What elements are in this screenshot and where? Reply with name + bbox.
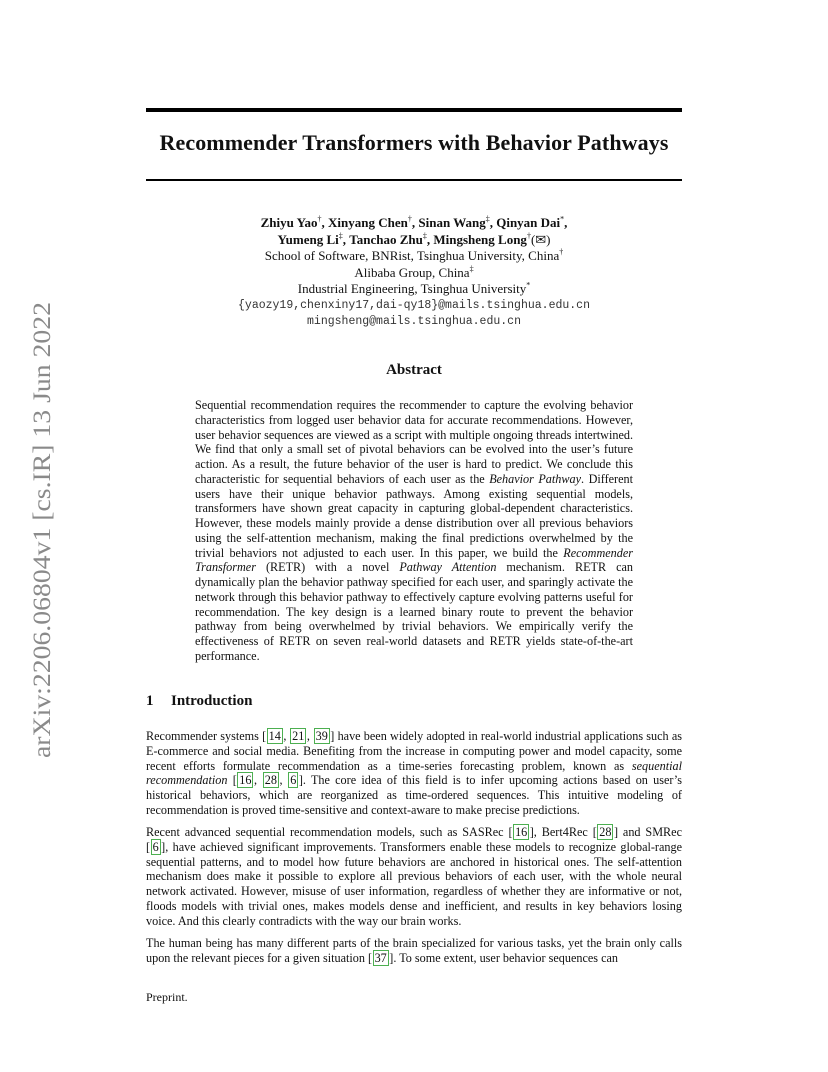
citation-link[interactable]: 6 xyxy=(152,839,159,854)
arxiv-side-stamp xyxy=(24,300,60,760)
author-sep: , xyxy=(411,215,416,230)
author-name: Tanchao Zhu xyxy=(349,231,423,247)
para-text: ]. The core idea of this field is to infer upcoming actions based on user’s historical behaviors, which are reorganized as time-ordered sequences. This intuitive modeling of recommendation is proved time-sensitive and context-aware to make precise predictions. xyxy=(146,773,683,817)
intro-paragraph-1: Recommender systems [ 14 , 21 , 39 ] have been widely adopted in real-world industrial applications such as E-commerce and social media. Benefiting from the increase in computing power and model capacity, some recent efforts formulate recommendation as a time-series forecasting problem, known as sequential recommendation [ 16 , 28 , 6 ]. The core idea of this field is to infer upcoming actions based on user’s historical behaviors, which are reorganized as time-ordered sequences. This intuitive modeling of recommendation is proved time-sensitive and context-aware to make precise predictions. xyxy=(146,729,683,817)
affil-mark: * xyxy=(560,214,565,224)
section-heading-introduction xyxy=(146,693,252,710)
author-sep: , xyxy=(426,231,431,247)
citation-link[interactable]: 16 xyxy=(515,825,528,839)
abstract-text: . Different users have their unique behavior pathways. Among existing sequential models, transformers have shown great capacity in capturing global-dependent characteristics. However, these models mainly provide a dense distribution over all previous behaviors using the self-attention mechanism, making the final predictions overwhelmed by the trivial behaviors not adjusted to each user. In this paper, we build the xyxy=(195,471,634,560)
affil-mark: * xyxy=(526,280,531,290)
para-text: ], have achieved significant improvements. Transformers enable these models to recognize global-range sequential patterns, and to model how future behaviors are anchored in historical ones. The self-attention mechanism does make it possible to explore all previous behaviors of each user, with the whole neural network activated. However, misuse of user information, regardless of whether they are informative or not, floods models with trivial ones, makes models dense and inefficient, and results in key behaviors losing voice. And this clearly contradicts with the way our brain works. xyxy=(146,839,682,928)
affil-mark: † xyxy=(559,247,564,257)
intro-paragraph-3 xyxy=(146,936,682,966)
email-2: mingsheng@mails.tsinghua.edu.cn xyxy=(307,315,521,328)
affiliation-3 xyxy=(146,281,682,298)
corresponding-mark: (✉) xyxy=(530,231,551,247)
author-sep: , xyxy=(321,215,325,230)
affil-mark: † xyxy=(407,214,412,224)
para-text: Recent advanced sequential recommendation models, such as SASRec [ xyxy=(146,825,513,839)
author-sep: , xyxy=(564,215,568,230)
abstract-emph: Behavior Pathway xyxy=(489,471,582,486)
title-top-rule xyxy=(146,108,682,112)
arxiv-stamp-text: arXiv:2206.06804v1 [cs.IR] 13 Jun 2022 xyxy=(29,346,56,758)
affiliation-text: Alibaba Group, China xyxy=(354,264,470,280)
affil-mark: ‡ xyxy=(338,231,343,241)
para-text: ] and SMRec [ xyxy=(146,825,682,854)
para-text: The human being has many different parts of the brain specialized for various tasks, yet the brain only calls upon the relevant pieces for a given situation [ xyxy=(146,936,682,965)
intro-paragraph-2 xyxy=(146,825,682,928)
citation-link[interactable]: 28 xyxy=(599,825,612,839)
author-block xyxy=(146,215,682,331)
author-sep: , xyxy=(489,215,493,230)
abstract-heading: Abstract xyxy=(386,362,442,378)
author-name: Xinyang Chen xyxy=(328,215,408,230)
footer-note: Preprint. xyxy=(146,990,188,1004)
affiliation-2 xyxy=(146,265,682,282)
author-sep: , xyxy=(342,231,347,247)
abstract-text: Sequential recommendation requires the recommender to capture the evolving behavior characteristics from logged user behavior data for accurate recommendations. However, user behavior sequences are viewed as a script with multiple ongoing threads intertwined. We find that only a small set of pivotal behaviors can be evolved into the user’s future action. As a result, the future behavior of the user is hard to predict. We conclude this characteristic for sequential behaviors of each user as the xyxy=(195,398,633,486)
abstract-body xyxy=(195,398,633,664)
author-line-2 xyxy=(146,232,682,249)
para-text: [ xyxy=(227,773,237,788)
affil-mark: ‡ xyxy=(422,231,427,241)
citation-link[interactable]: 39 xyxy=(315,729,328,743)
abstract-emph: Recommender Transformer xyxy=(195,545,633,575)
affil-mark: † xyxy=(526,231,531,241)
abstract-text: (RETR) with a novel xyxy=(255,560,400,575)
para-emph: sequential recommendation xyxy=(146,758,682,788)
affil-mark: † xyxy=(317,214,322,224)
citation-link[interactable]: 37 xyxy=(374,950,387,965)
title-bottom-rule xyxy=(146,179,682,181)
abstract-emph: Pathway Attention xyxy=(399,560,497,575)
citation-link[interactable]: 21 xyxy=(292,729,305,743)
para-text: ], Bert4Rec [ xyxy=(529,825,597,839)
affiliation-text: School of Software, BNRist, Tsinghua University, China xyxy=(264,248,560,263)
arxiv-stamp-svg xyxy=(24,300,60,760)
section-number: 1 xyxy=(146,693,154,709)
email-1: {yaozy19,chenxiny17,dai-qy18}@mails.tsinghua.edu.cn xyxy=(238,298,590,312)
abstract-text: mechanism. RETR can dynamically plan the behavior pathway specified for each user, and sparingly activate the network through this behavior pathway to effectively capture evolving patterns useful for recommendation. The key design is a learned binary route to prevent the behavior pathway from being overwhelmed by trivial behaviors. We empirically verify the effectiveness of RETR on seven real-world datasets and RETR yields state-of-the-art performance. xyxy=(195,560,633,663)
citation-link[interactable]: 16 xyxy=(239,773,252,788)
author-name: Qinyan Dai xyxy=(496,215,561,230)
author-name: Sinan Wang xyxy=(418,215,486,230)
affil-mark: ‡ xyxy=(485,214,490,224)
author-name: Zhiyu Yao xyxy=(260,215,318,230)
para-text: ] have been widely adopted in real-world industrial applications such as E-commerce and social media. Benefiting from the increase in computing power and model capacity, some recent efforts formulate recommendation as a time-series forecasting problem, known as xyxy=(146,729,683,773)
para-text: ]. To some extent, user behavior sequences can xyxy=(389,950,618,965)
para-text: Recommender systems [ xyxy=(146,729,267,743)
affiliation-text: Industrial Engineering, Tsinghua University xyxy=(297,281,527,296)
affiliation-1 xyxy=(146,248,682,265)
citation-link[interactable]: 6 xyxy=(290,773,297,788)
author-line-1 xyxy=(146,215,682,232)
author-name: Mingsheng Long xyxy=(433,231,527,247)
section-title: Introduction xyxy=(171,693,253,709)
citation-link[interactable]: 28 xyxy=(264,773,277,788)
paper-title: Recommender Transformers with Behavior Pathways xyxy=(159,130,669,155)
author-name: Yumeng Li xyxy=(277,231,339,247)
citation-link[interactable]: 14 xyxy=(268,729,281,743)
affil-mark: ‡ xyxy=(469,264,474,274)
